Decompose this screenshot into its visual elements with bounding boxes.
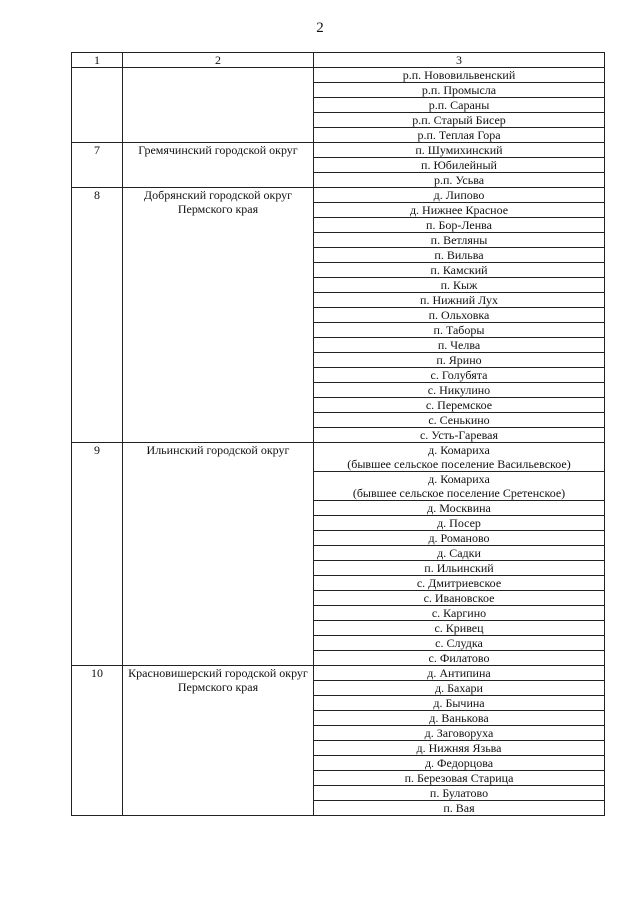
settlement-name: с. Сенькино [314,413,605,428]
settlement-name: с. Дмитриевское [314,576,605,591]
settlement-name: с. Ивановское [314,591,605,606]
table-row [72,188,605,203]
municipality-name: Ильинский городской округ [123,443,314,666]
settlement-name: п. Нижний Лух [314,293,605,308]
settlement-name: п. Ветляны [314,233,605,248]
settlement-name: п. Вильва [314,248,605,263]
table-row [72,666,605,681]
municipality-number: 7 [72,143,123,188]
municipality-number: 8 [72,188,123,443]
column-header-2: 2 [123,53,314,68]
settlement-name: с. Голубята [314,368,605,383]
settlement-name: с. Никулино [314,383,605,398]
settlement-name: р.п. Нововильвенский [314,68,605,83]
settlement-name: д. Заговоруха [314,726,605,741]
table-row [72,143,605,158]
settlement-name: д. Москвина [314,501,605,516]
settlement-name: д. Федорцова [314,756,605,771]
settlement-name: п. Ярино [314,353,605,368]
settlement-name: д. Комариха (бывшее сельское поселение Сретенское) [314,472,605,501]
settlement-name: с. Перемское [314,398,605,413]
settlement-name: с. Кривец [314,621,605,636]
settlement-name: д. Нижнее Красное [314,203,605,218]
settlement-name: р.п. Теплая Гора [314,128,605,143]
settlement-name: д. Нижняя Язьва [314,741,605,756]
municipality-name [123,68,314,143]
settlement-name: р.п. Промысла [314,83,605,98]
settlement-name: п. Булатово [314,786,605,801]
settlement-name: с. Филатово [314,651,605,666]
settlement-name: с. Слудка [314,636,605,651]
settlement-name: п. Бор-Ленва [314,218,605,233]
settlement-name: п. Челва [314,338,605,353]
settlement-name: п. Вая [314,801,605,816]
settlement-name: п. Ильинский [314,561,605,576]
settlement-name: р.п. Сараны [314,98,605,113]
settlement-name: д. Бахари [314,681,605,696]
settlement-name: п. Шумихинский [314,143,605,158]
settlement-name: п. Березовая Старица [314,771,605,786]
column-header-1: 1 [72,53,123,68]
page-number: 2 [316,20,324,36]
settlement-name: с. Каргино [314,606,605,621]
settlement-name: д. Антипина [314,666,605,681]
settlements-table [71,52,605,816]
settlement-name: п. Таборы [314,323,605,338]
settlement-name: р.п. Старый Бисер [314,113,605,128]
table-row [72,68,605,83]
table-row [72,443,605,472]
table-body [72,68,605,816]
table-header-row [72,53,605,68]
municipality-name: Красновишерский городской округ Пермского края [123,666,314,816]
settlement-name: д. Садки [314,546,605,561]
settlement-name: с. Усть-Гаревая [314,428,605,443]
municipality-name: Гремячинский городской округ [123,143,314,188]
municipality-name: Добрянский городской округ Пермского края [123,188,314,443]
settlement-name: д. Липово [314,188,605,203]
municipality-number [72,68,123,143]
settlement-name: д. Посер [314,516,605,531]
municipality-number: 9 [72,443,123,666]
settlement-name: р.п. Усьва [314,173,605,188]
settlement-name: п. Камский [314,263,605,278]
municipality-number: 10 [72,666,123,816]
settlement-name: д. Бычина [314,696,605,711]
settlement-name: п. Юбилейный [314,158,605,173]
settlement-name: п. Кыж [314,278,605,293]
settlement-name: д. Ванькова [314,711,605,726]
settlement-name: п. Ольховка [314,308,605,323]
settlement-name: д. Комариха (бывшее сельское поселение Васильевское) [314,443,605,472]
settlement-name: д. Романово [314,531,605,546]
column-header-3: 3 [314,53,605,68]
